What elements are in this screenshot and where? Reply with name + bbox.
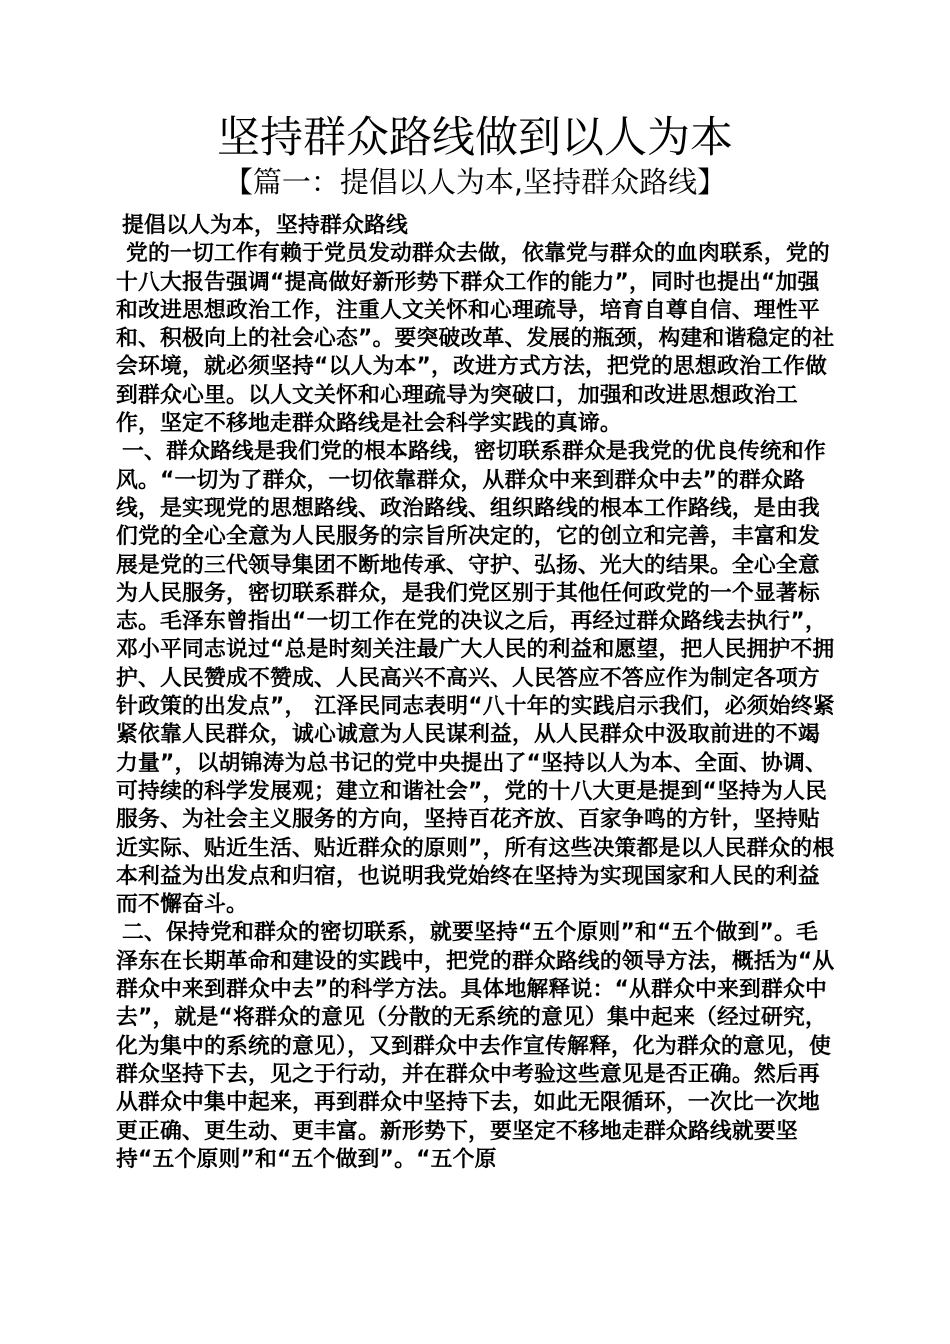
title-block [0, 112, 950, 200]
document-body [116, 212, 836, 1174]
document-subtitle: 【篇一：提倡以人为本,坚持群众路线】 [223, 165, 727, 199]
body-paragraph-section-2: 二、保持党和群众的密切联系，就要坚持“五个原则”和“五个做到”。毛泽东在长期革命和建设的实践中，把党的群众路线的领导方法，概括为“从群众中来到群众中去”的科学方法。具体地解释说：“从群众中来到群众中去”，就是“将群众的意见（分散的无系统的意见）集中起来（经过研究，化为集中的系统的意见），又到群众中去作宣传解释，化为群众的意见，使群众坚持下去，见之于行动，并在群众中考验这些意见是否正确。然后再从群众中集中起来，再到群众中坚持下去，如此无限循环，一次比一次地更正确、更生动、更丰富。新形势下，要坚定不移地走群众路线就要坚持“五个原则”和“五个做到”。“五个原 [116, 920, 835, 1172]
body-paragraph-section-1: 一、群众路线是我们党的根本路线，密切联系群众是我党的优良传统和作风。“一切为了群众，一切依靠群众，从群众中来到群众中去”的群众路线，是实现党的思想路线、政治路线、组织路线的根本工作路线，是由我们党的全心全意为人民服务的宗旨所决定的，它的创立和完善，丰富和发展是党的三代领导集团不断地传承、守护、弘扬、光大的结果。全心全意为人民服务，密切联系群众，是我们党区别于其他任何政党的一个显著标志。毛泽东曾指出“一切工作在党的决议之后，再经过群众路线去执行”，邓小平同志说过“总是时刻关注最广大人民的利益和愿望，把人民拥护不拥护、人民赞成不赞成、人民高兴不高兴、人民答应不答应作为制定各项方针政策的出发点”， 江泽民同志表明“八十年的实践启示我们，必须始终紧紧依靠人民群众，诚心诚意为人民谋利益，从人民群众中汲取前进的不竭力量”，以胡锦涛为总书记的党中央提出了“坚持以人为本、全面、协调、可持续的科学发展观；建立和谐社会”，党的十八大更是提到“坚持为人民服务、为社会主义服务的方向，坚持百花齐放、百家争鸣的方针，坚持贴近实际、贴近生活、贴近群众的原则”，所有这些决策都是以人民群众的根本利益为出发点和归宿，也说明我党始终在坚持为实现国家和人民的利益而不懈奋斗。 [116, 439, 835, 918]
document-title: 坚持群众路线做到以人为本 [217, 113, 733, 163]
section-heading: 提倡以人为本，坚持群众路线 [122, 213, 408, 238]
body-paragraph-intro: 党的一切工作有赖于党员发动群众去做，依靠党与群众的血肉联系，党的十八大报告强调“提高做好新形势下群众工作的能力”，同时也提出“加强和改进思想政治工作，注重人文关怀和心理疏导，培育自尊自信、理性平和、积极向上的社会心态”。要突破改革、发展的瓶颈，构建和谐稳定的社会环境，就必须坚持“以人为本”，改进方式方法，把党的思想政治工作做到群众心里。以人文关怀和心理疏导为突破口，加强和改进思想政治工作，坚定不移地走群众路线是社会科学实践的真谛。 [116, 241, 835, 437]
